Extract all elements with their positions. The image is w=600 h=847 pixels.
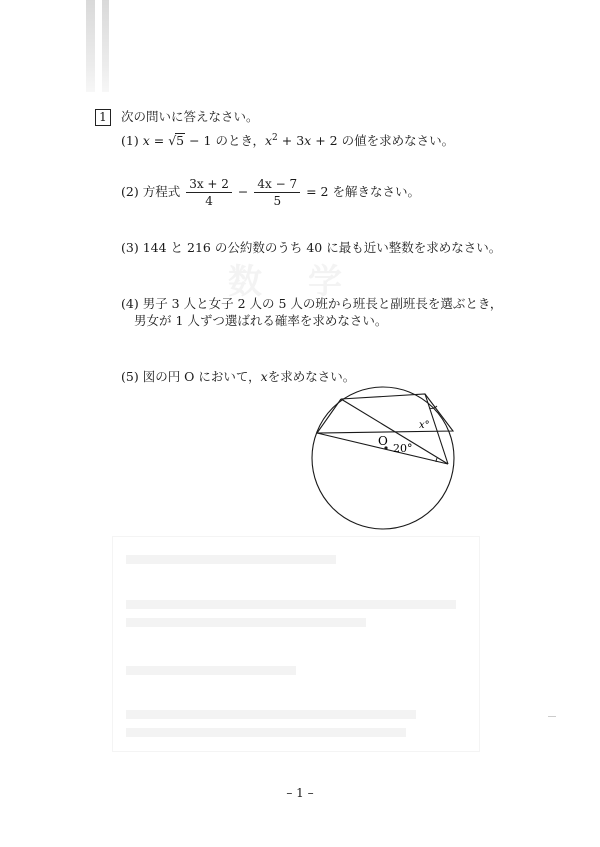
q4-line-1: 男子 3 人と女子 2 人の 5 人の班から班長と副班長を選ぶとき，	[142, 296, 503, 311]
q1-mid: のとき，	[215, 133, 265, 149]
q1-label: (1)	[121, 133, 139, 149]
problem-number: 1	[95, 109, 111, 126]
bleed-through-line	[126, 728, 406, 737]
bleed-through-line	[126, 666, 296, 675]
q3-label: (3)	[121, 240, 139, 255]
fraction-1-denominator: 4	[205, 194, 213, 208]
bleed-through-line	[126, 710, 416, 719]
q4-label: (4)	[121, 296, 139, 311]
bleed-through-box	[112, 536, 480, 752]
q2-text-end: を解きなさい。	[332, 184, 421, 199]
fraction-2-numerator: 4x − 7	[254, 177, 300, 193]
q2-rhs: = 2	[306, 184, 329, 199]
instruction: 次の問いに答えなさい。	[121, 109, 259, 124]
q5-text-a: 図の円 O において，	[142, 369, 261, 384]
q1-eq: =	[149, 133, 169, 149]
q5-label: (5)	[121, 369, 139, 384]
q4-line-2: 男女が 1 人ずつ選ばれる確率を求めなさい。	[134, 313, 388, 328]
center-label: O	[378, 434, 388, 448]
fraction-2-denominator: 5	[273, 194, 282, 208]
question-1	[121, 130, 454, 149]
bleed-through-line	[126, 618, 366, 627]
fraction-1	[186, 177, 232, 208]
scan-artifact	[86, 0, 122, 92]
q1-expr-pow: 2	[272, 133, 278, 143]
circle-figure	[305, 382, 465, 542]
question-2	[121, 175, 420, 209]
q1-after-root: − 1	[185, 133, 212, 149]
q5-var: x	[260, 369, 268, 384]
q1-var: x	[142, 133, 150, 149]
fraction-1-numerator: 3x + 2	[186, 177, 232, 193]
page-footer: – 1 –	[286, 786, 314, 800]
q1-expr-rest: + 3	[277, 133, 305, 149]
q1-expr-x: x	[264, 133, 273, 149]
question-3	[121, 240, 501, 256]
bleed-through-line	[126, 600, 456, 609]
inscribed-quadrilateral	[317, 394, 453, 433]
fraction-2	[254, 177, 300, 208]
q1-root: 5	[176, 133, 185, 149]
q2-prefix: 方程式	[142, 184, 181, 199]
q3-text: 144 と 216 の公約数のうち 40 に最も近い整数を求めなさい。	[142, 240, 502, 255]
q1-expr-tail: + 2	[311, 133, 338, 149]
angle-x-label: x°	[419, 420, 430, 431]
q2-minus: −	[237, 184, 249, 199]
q2-label: (2)	[121, 184, 139, 199]
bleed-through-title: 数学	[228, 262, 388, 302]
q1-expr-x2: x	[304, 133, 312, 149]
angle-20-label: 20°	[393, 442, 413, 455]
q1-text-end: の値を求めなさい。	[341, 133, 455, 149]
margin-mark	[548, 716, 556, 717]
bleed-through-line	[126, 555, 336, 564]
q5-text-b: を求めなさい。	[267, 369, 356, 384]
question-4	[121, 296, 502, 312]
sqrt-sign: √	[168, 133, 177, 149]
